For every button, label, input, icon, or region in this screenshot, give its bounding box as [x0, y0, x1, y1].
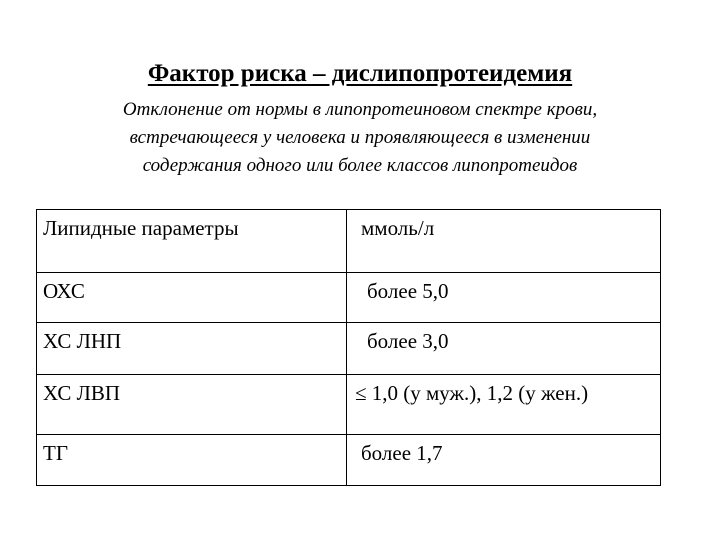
- definition-line: Отклонение от нормы в липопротеиновом спектре крови,: [122, 99, 598, 120]
- value-cell: более 3,0: [347, 323, 661, 375]
- definition-line: встречающееся у человека и проявляющееся в изменении: [129, 127, 591, 148]
- table-row: [37, 375, 661, 435]
- value-cell: ≤ 1,0 (у муж.), 1,2 (у жен.): [347, 375, 661, 435]
- parameter-cell: ХС ЛНП: [37, 323, 347, 375]
- value-cell: более 5,0: [347, 273, 661, 323]
- table-header-row: [37, 210, 661, 273]
- table-row: [37, 273, 661, 323]
- parameter-cell: ТГ: [37, 435, 347, 486]
- definition-line: содержания одного или более классов липопротеидов: [142, 155, 578, 176]
- header-unit-cell: ммоль/л: [347, 210, 661, 273]
- table-row: [37, 323, 661, 375]
- header-parameter-cell: Липидные параметры: [37, 210, 347, 273]
- parameter-cell: ОХС: [37, 273, 347, 323]
- table-row: [37, 435, 661, 486]
- parameter-cell: ХС ЛВП: [37, 375, 347, 435]
- definition-text: [30, 96, 690, 180]
- lipid-parameters-table: [36, 209, 661, 486]
- value-cell: более 1,7: [347, 435, 661, 486]
- page-title: Фактор риска – дислипопротеидемия: [147, 60, 573, 87]
